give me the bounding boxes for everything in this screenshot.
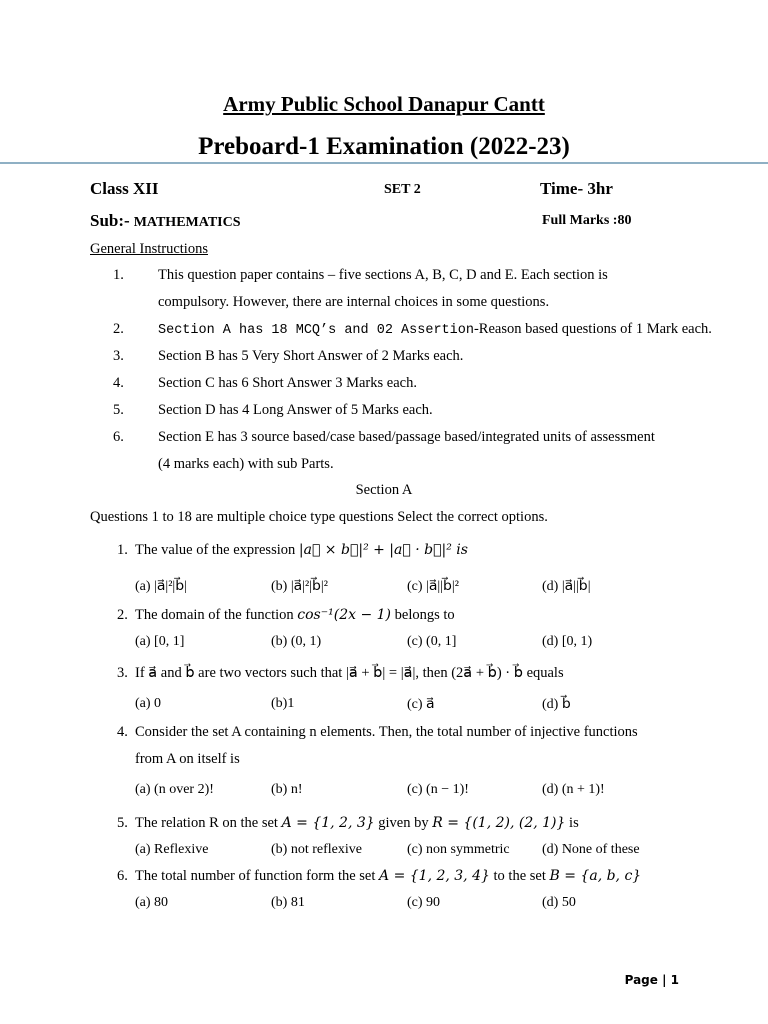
instruction-text: (4 marks each) with sub Parts.	[158, 456, 334, 472]
instruction-text: This question paper contains – five sections A, B, C, D and E. Each section is	[158, 267, 608, 283]
option-a: (a) 0	[135, 696, 162, 711]
subject-line	[90, 211, 241, 231]
option-d: (d) 50	[542, 895, 576, 910]
page-number: Page | 1	[624, 973, 679, 987]
instruction-number: 3.	[113, 348, 124, 364]
question-stem: The domain of the function	[135, 607, 294, 623]
instruction-number: 6.	[113, 429, 124, 445]
option-c: (c) a⃗	[407, 697, 435, 712]
option-a: (a) [0, 1]	[135, 634, 185, 649]
option-b: (b) (0, 1)	[271, 634, 322, 649]
question-math: A = {1, 2, 3}	[281, 815, 375, 831]
instruction-number: 2.	[113, 321, 124, 337]
option-c: (c) (n − 1)!	[407, 782, 469, 797]
instruction-text: Section D has 4 Long Answer of 5 Marks each.	[158, 402, 433, 418]
instruction-text: Section B has 5 Very Short Answer of 2 Marks each.	[158, 348, 464, 364]
question-text	[135, 542, 468, 559]
question-math: cos⁻¹(2x − 1)	[297, 607, 392, 623]
question-number: 2.	[117, 607, 128, 623]
header-divider	[0, 162, 768, 164]
option-c: (c) (0, 1]	[407, 634, 457, 649]
option-b: (b) n!	[271, 782, 303, 797]
option-d: (d) b⃗	[542, 697, 571, 712]
question-stem: The total number of function form the set	[135, 868, 376, 884]
question-stem-mid: to the set	[493, 868, 546, 884]
subject-name: MATHEMATICS	[133, 215, 241, 230]
question-number: 1.	[117, 542, 128, 558]
option-a: (a) |a⃗|²|b⃗|	[135, 579, 187, 594]
option-d: (d) None of these	[542, 842, 640, 857]
instruction-text: Section E has 3 source based/case based/passage based/integrated units of assessment	[158, 429, 655, 445]
school-name: Army Public School Danapur Cantt	[223, 92, 545, 116]
question-number: 4.	[117, 724, 128, 740]
question-number: 3.	[117, 665, 128, 681]
instruction-number: 4.	[113, 375, 124, 391]
question-math-2: R = {(1, 2), (2, 1)}	[432, 815, 566, 831]
instruction-text: Section C has 6 Short Answer 3 Marks each.	[158, 375, 417, 391]
question-stem-end: belongs to	[394, 607, 455, 623]
instruction-text: compulsory. However, there are internal choices in some questions.	[158, 294, 550, 310]
option-d: (d) |a⃗||b⃗|	[542, 579, 591, 594]
subject-prefix: Sub:-	[90, 211, 130, 230]
exam-title: Preboard-1 Examination (2022-23)	[198, 133, 570, 160]
option-d: (d) (n + 1)!	[542, 782, 605, 797]
option-c: (c) non symmetric	[407, 842, 510, 857]
option-c: (c) |a⃗||b⃗|²	[407, 579, 459, 594]
instructions-title: General Instructions	[90, 241, 208, 257]
question-text	[135, 815, 579, 832]
question-text: If a⃗ and b⃗ are two vectors such that |a⃗ + b⃗| = |a⃗|, then (2a⃗ + b⃗) · b⃗ equals	[135, 665, 564, 681]
class-label: Class XII	[90, 179, 159, 198]
question-text: Consider the set A containing n elements. Then, the total number of injective functions	[135, 724, 638, 740]
instruction-text-rest: -Reason based questions of 1 Mark each.	[473, 321, 712, 337]
instruction-text	[158, 321, 712, 338]
question-text	[135, 607, 455, 624]
option-b: (b)1	[271, 696, 295, 711]
section-intro: Questions 1 to 18 are multiple choice type questions Select the correct options.	[90, 509, 548, 525]
option-b: (b) 81	[271, 895, 305, 910]
option-a: (a) 80	[135, 895, 169, 910]
question-math: A = {1, 2, 3, 4}	[379, 868, 490, 884]
instruction-number: 1.	[113, 267, 124, 283]
question-number: 5.	[117, 815, 128, 831]
question-text-continued: from A on itself is	[135, 751, 240, 767]
option-c: (c) 90	[407, 895, 441, 910]
question-number: 6.	[117, 868, 128, 884]
set-label: SET 2	[384, 182, 421, 197]
option-b: (b) |a⃗|²|b⃗|²	[271, 579, 328, 594]
option-b: (b) not reflexive	[271, 842, 362, 857]
question-stem-mid: given by	[378, 815, 429, 831]
question-text	[135, 868, 641, 885]
question-stem: The value of the expression	[135, 542, 296, 558]
question-stem-end: is	[569, 815, 579, 831]
question-stem: The relation R on the set	[135, 815, 278, 831]
option-d: (d) [0, 1)	[542, 634, 593, 649]
full-marks: Full Marks :80	[542, 213, 632, 228]
time-label: Time- 3hr	[540, 179, 613, 198]
option-a: (a) Reflexive	[135, 842, 209, 857]
option-a: (a) (n over 2)!	[135, 782, 214, 797]
question-math: |a⃗ × b⃗|² + |a⃗ · b⃗|² is	[298, 542, 468, 558]
section-title: Section A	[355, 482, 413, 498]
instruction-text-mono: Section A has 18 MCQ’s and 02 Assertion	[158, 323, 474, 338]
question-math-2: B = {a, b, c}	[549, 868, 642, 884]
instruction-number: 5.	[113, 402, 124, 418]
